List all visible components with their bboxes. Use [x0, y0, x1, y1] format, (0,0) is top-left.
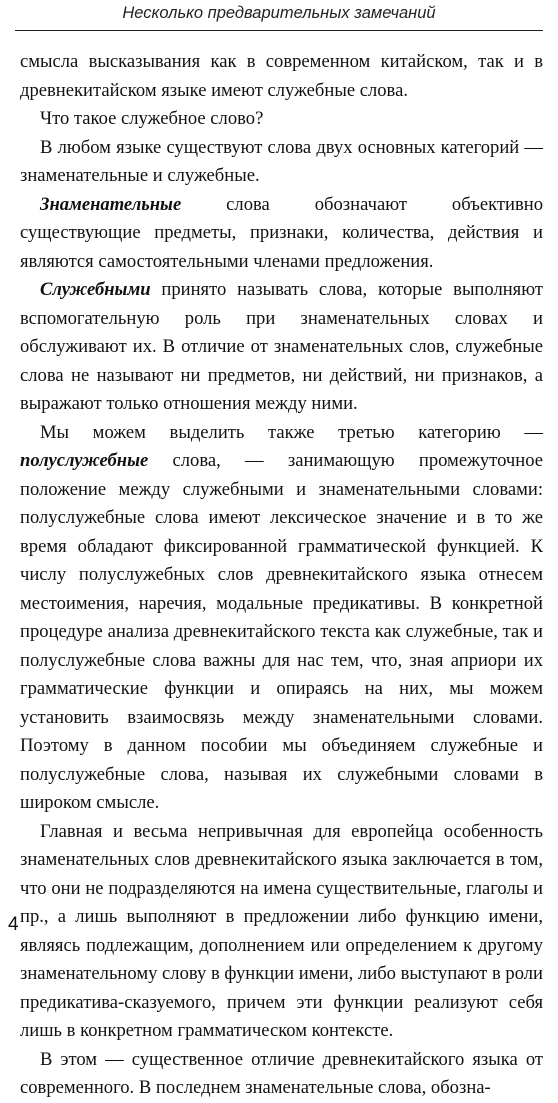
term-znamenatelnye: Знаменательные	[40, 193, 182, 215]
page-number: 4	[8, 914, 19, 935]
paragraph-6-text: слова, — занимающую промежуточное положение между служебными и знаменательными словами: полуслужебные слова имеют лексическое значение и в то же время обладают фиксированной грамматической функцией. К числу полуслужебных слов древнекитайского языка отнесем местоимения, наречия, модальные предикативы. В конкретной процедуре анализа древнекитайского текста как служебные, так и полуслужебные слова важны для нас тем, что, зная априори их грамматические функции и опираясь на них, мы можем установить взаимосвязь между знаменательными словами. Поэтому в данном пособии мы объединяем служебные и полуслужебные слова, называя их служебными словами в широком смысле.	[20, 450, 543, 813]
body-text	[20, 48, 543, 1103]
paragraph-8: В этом — существенное отличие древнекитайского языка от современного. В последнем знаменательные слова, обозна-	[20, 1048, 543, 1098]
running-head: Несколько предварительных замечаний	[122, 4, 436, 22]
paragraph-2: Что такое служебное слово?	[40, 108, 264, 129]
header-rule	[15, 30, 543, 31]
paragraph-5-text: принято называть слова, которые выполняют вспомогательную роль при знаменательных словах и обслуживают их. В отличие от знаменательных слов, служебные слова не называют ни предметов, ни действий, ни признаков, а выражают только отношения между ними.	[20, 279, 543, 414]
paragraph-4-text: слова обозначают объективно существующие предметы, признаки, количества, действия и являются самостоятельными членами предложения.	[20, 193, 543, 272]
term-sluzhebnymi: Служебными	[40, 279, 151, 300]
paragraph-1: смысла высказывания как в современном китайском, так и в древнекитайском языке имеют служебные слова.	[20, 51, 543, 101]
paragraph-3: В любом языке существуют слова двух основных категорий — знаменательные и служебные.	[20, 136, 543, 186]
paragraph-7: Главная и весьма непривычная для европейца особенность знаменательных слов древнекитайского языка заключается в том, что они не подразделяются на имена существительные, глаголы и пр., а лишь выполняют в предложении либо функцию имени, являясь подлежащим, дополнением или определением к другому знаменательному слову в функции имени, либо выступают в роли предикатива-сказуемого, причем эти функции реализуют себя лишь в конкретном грамматическом контексте.	[20, 820, 543, 1041]
paragraph-6	[20, 419, 543, 818]
paragraph-5	[20, 276, 543, 419]
term-polusluzhebnye: полуслужебные	[20, 450, 149, 471]
paragraph-6-lead: Мы можем выделить также третью категорию —	[40, 421, 543, 443]
paragraph-4	[20, 191, 543, 277]
